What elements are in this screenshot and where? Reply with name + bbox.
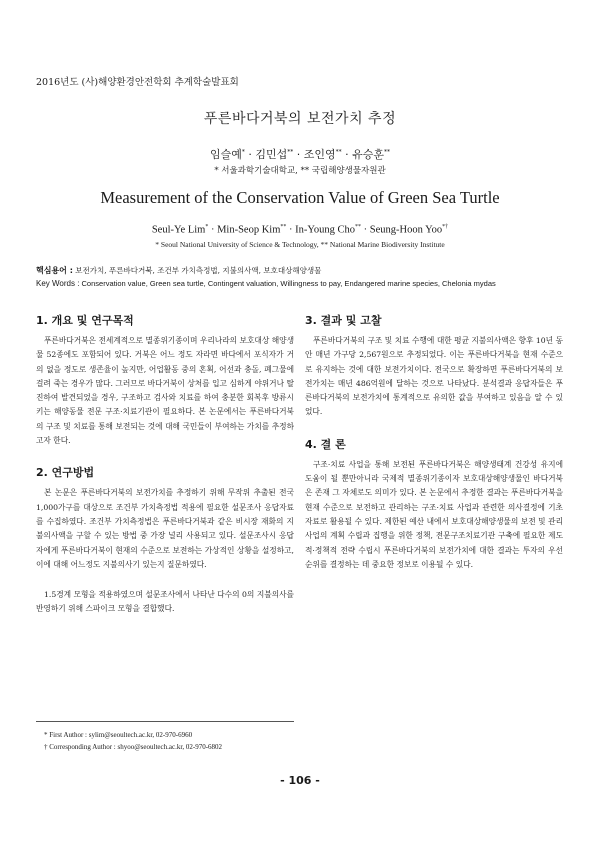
korean-keywords-text: 보전가치, 푸른바다거북, 조건부 가치측정법, 지불의사액, 보호대상해양생물	[75, 266, 322, 275]
section-4-paragraph: 구조·치료 사업을 통해 보전된 푸른바다거북은 해양생태계 건강성 유지에 도움이 될 뿐만아니라 국제적 멸종위기종이자 보호대상해양생물인 바다거북은 존재 그 자체로도 의미가 있다. 본 논문에서 추정한 결과는 푸른바다거북을 현재 수준으로 보전하고 관리하는 구조·치료 사업과 관련한 의사결정에 기초자료로 활용될 수 있다. 제한된 예산 내에서 보호대상해양생물의 보전 및 관리 사업의 계획 수립과 집행을 위한 정책, 전문구조치료기관 구축에 필요한 제도적·정책적 전략 수립시 푸른바다거북의 보전가치에 대한 결과는 투자의 우선순위를 결정하는 데 중요한 정보로 이용될 수 있다.	[305, 459, 563, 569]
conference-header: 2016년도 (사)해양환경안전학회 추계학술발표회	[36, 77, 239, 88]
author-3-name: 조인영	[303, 148, 336, 161]
footnote-corresponding-author: † Corresponding Author : shyoo@seoultech.ac.kr, 02-970-6802	[44, 743, 223, 751]
english-title: Measurement of the Conservation Value of Green Sea Turtle	[100, 188, 500, 207]
korean-keywords	[36, 265, 321, 276]
author-en-4-mark: *†	[442, 224, 449, 230]
korean-keywords-label: 핵심용어 :	[36, 266, 73, 275]
page-number: - 106 -	[280, 774, 320, 787]
author-1-name: 임슬예	[209, 148, 242, 161]
author-en-separator: ·	[208, 224, 218, 236]
author-2-name: 김민섭	[255, 148, 288, 161]
author-4-mark: **	[384, 148, 391, 156]
left-column	[36, 312, 294, 617]
section-4-heading: 4. 결 론	[305, 437, 346, 451]
korean-title: 푸른바다거북의 보전가치 추정	[203, 111, 397, 127]
author-en-4-name: Seung-Hoon Yoo	[369, 224, 443, 236]
english-authors	[0, 224, 600, 236]
author-en-3-name: In-Young Cho	[295, 224, 356, 236]
section-3-paragraph: 푸른바다거북의 구조 및 치료 수행에 대한 평균 지불의사액은 향후 10년 동안 매년 가구당 2,567원으로 추정되었다. 이는 푸른바다거북을 현재 수준으로 유지하는 것에 대한 보전가치이다. 전국으로 확장하면 푸른바다거북의 보전가치는 매년 486억원에 달하는 것으로 나타났다. 분석결과 응답자들은 푸른바다거북의 보전가치에 통계적으로 유의한 값을 부여하고 있음을 알 수 있었다.	[305, 336, 563, 417]
author-separator: ·	[244, 148, 256, 161]
english-keywords	[36, 279, 496, 288]
korean-authors	[0, 146, 600, 162]
author-en-3-mark: **	[355, 224, 362, 230]
author-4-name: 유승훈	[352, 148, 385, 161]
author-en-separator: ·	[361, 224, 370, 236]
english-keywords-label: Key Words :	[36, 279, 80, 288]
right-column	[305, 312, 563, 572]
section-2-paragraph-1: 본 논문은 푸른바다거북의 보전가치를 추정하기 위해 무작위 추출된 전국 1,000가구를 대상으로 조건부 가치측정법 적용에 필요한 설문조사 응답자료를 수집하였다. 조건부 가치측정법은 푸른바다거북과 같은 비시장 재화의 지불의사액을 구할 수 있는 방법 중 가장 널리 사용되고 있다. 설문조사시 응답자에게 푸른바다거북이 현재의 수준으로 보전하는 가상적인 상황을 설정하고, 이에 대해 어느정도 지불의사기 있는지 질문하였다.	[36, 488, 294, 569]
author-3-mark: **	[335, 148, 342, 156]
english-keywords-text: Conservation value, Green sea turtle, Contingent valuation, Willingness to pay, Endangered marine species, Chelonia mydas	[81, 279, 496, 288]
korean-affiliations: * 서울과학기술대학교, ** 국립해양생물자원관	[214, 166, 386, 176]
author-separator: ·	[293, 148, 304, 161]
author-en-separator: ·	[286, 224, 296, 236]
author-1-mark: *	[241, 148, 245, 156]
author-2-mark: **	[287, 148, 294, 156]
english-affiliations: * Seoul National University of Science & Technology, ** National Marine Biodiversity Institute	[155, 240, 445, 249]
author-en-2-mark: **	[280, 224, 287, 230]
section-2-paragraph-2: 1.5경계 모형을 적용하였으며 설문조사에서 나타난 다수의 0의 지불의사를 반영하기 위해 스파이크 모형을 결합했다.	[36, 590, 294, 614]
author-en-2-name: Min-Seop Kim	[217, 224, 281, 236]
section-1-paragraph: 푸른바다거북은 전세계적으로 멸종위기종이며 우리나라의 보호대상 해양생물 52종에도 포함되어 있다. 거북은 어느 정도 자라면 바다에서 포식자가 거의 없을 정도로 생존율이 높지만, 어업활동 중의 혼획, 어선과 충돌, 폐그물에 걸려 죽는 경우가 많다. 그러므로 바다거북이 상처를 입고 심하게 야위거나 탈진하여 발견되었을 경우, 구조하고 검사와 치료를 하여 충분한 회복후 방류시키는 해양동물 전문 구조·치료기관이 필요하다. 본 논문에서는 푸른바다거북의 구조 및 치료를 통해 보전되는 것에 대해 국민들이 부여하는 가치를 추정하고자 한다.	[36, 336, 294, 446]
author-separator: ·	[341, 148, 353, 161]
footnote-divider	[36, 721, 294, 722]
section-1-heading: 1. 개요 및 연구목적	[36, 314, 134, 327]
section-2-heading: 2. 연구방법	[36, 466, 95, 480]
section-3-heading: 3. 결과 및 고찰	[305, 314, 382, 327]
footnote-first-author: * First Author : sylim@seoultech.ac.kr, 02-970-6960	[44, 731, 193, 739]
author-en-1-name: Seul-Ye Lim	[151, 224, 206, 236]
author-en-1-mark: *	[205, 224, 209, 230]
